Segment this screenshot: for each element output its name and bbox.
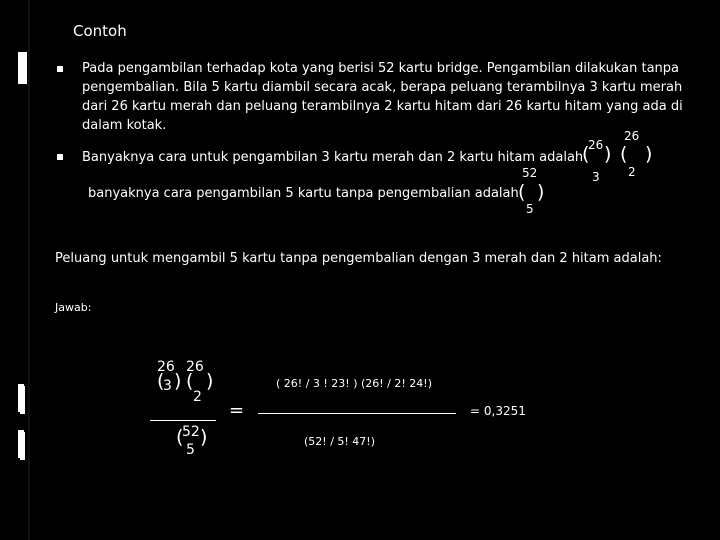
frac-binom-b-close: ) [206,370,214,392]
left-stripe-1 [18,52,27,84]
binom-b-close: ) [645,143,653,165]
frac-binom-c-k: 5 [186,442,195,458]
slide-divider [28,0,30,540]
binom-c-close: ) [537,181,545,203]
binom-c-open: ( [518,181,526,203]
frac-binom-a-open: ( [157,370,165,392]
frac-binom-a-n: 26 [157,359,175,375]
jawab-label: Jawab: [55,301,92,314]
binom-a-close: ) [604,143,612,165]
bullet-1-marker [57,66,63,72]
frac-left-line [150,420,216,421]
formula-result: = 0,3251 [470,404,526,418]
binom-a-k: 3 [592,170,600,184]
line-4-text: Peluang untuk mengambil 5 kartu tanpa pengembalian dengan 3 merah dan 2 hitam adalah: [55,251,662,266]
frac-binom-b-open: ( [186,370,194,392]
binom-b-k: 2 [628,165,636,179]
frac-binom-b-k: 2 [193,389,202,405]
frac-binom-a-close: ) [174,370,182,392]
left-stripe-3 [20,432,25,460]
binom-a-n: 26 [588,138,604,152]
equals-sign: = [229,400,245,421]
frac-binom-c-open: ( [176,426,184,448]
formula-denominator: (52! / 5! 47!) [304,435,376,448]
binom-b-n: 26 [624,129,640,143]
frac-binom-c-n: 52 [182,424,200,440]
bullet-2-marker [57,154,63,160]
binom-c-n: 52 [522,166,538,180]
frac-binom-b-n: 26 [186,359,204,375]
binom-b-open: ( [620,143,628,165]
frac-right-line [258,413,456,414]
binom-c-k: 5 [526,202,534,216]
formula-numerator: ( 26! / 3 ! 23! ) (26! / 2! 24!) [276,377,432,390]
frac-binom-a-k: 3 [163,378,172,394]
frac-binom-c-close: ) [200,426,208,448]
line-3-text: banyaknya cara pengambilan 5 kartu tanpa pengembalian adalah [88,186,519,201]
left-stripe-2 [20,386,25,414]
bullet-1-text: Pada pengambilan terhadap kota yang berisi 52 kartu bridge. Pengambilan dilakukan tanpa pengembalian. Bila 5 kartu diambil secara acak, berapa peluang terambilnya 3 kartu merah dari 26 kartu merah dan peluang terambilnya 2 kartu hitam dari 26 kartu hitam yang ada di dalam kotak. [82,61,683,133]
binom-a-open: ( [582,143,590,165]
bullet-2-text: Banyaknya cara untuk pengambilan 3 kartu merah dan 2 kartu hitam adalah [82,150,584,165]
slide-title: Contoh [73,22,127,40]
